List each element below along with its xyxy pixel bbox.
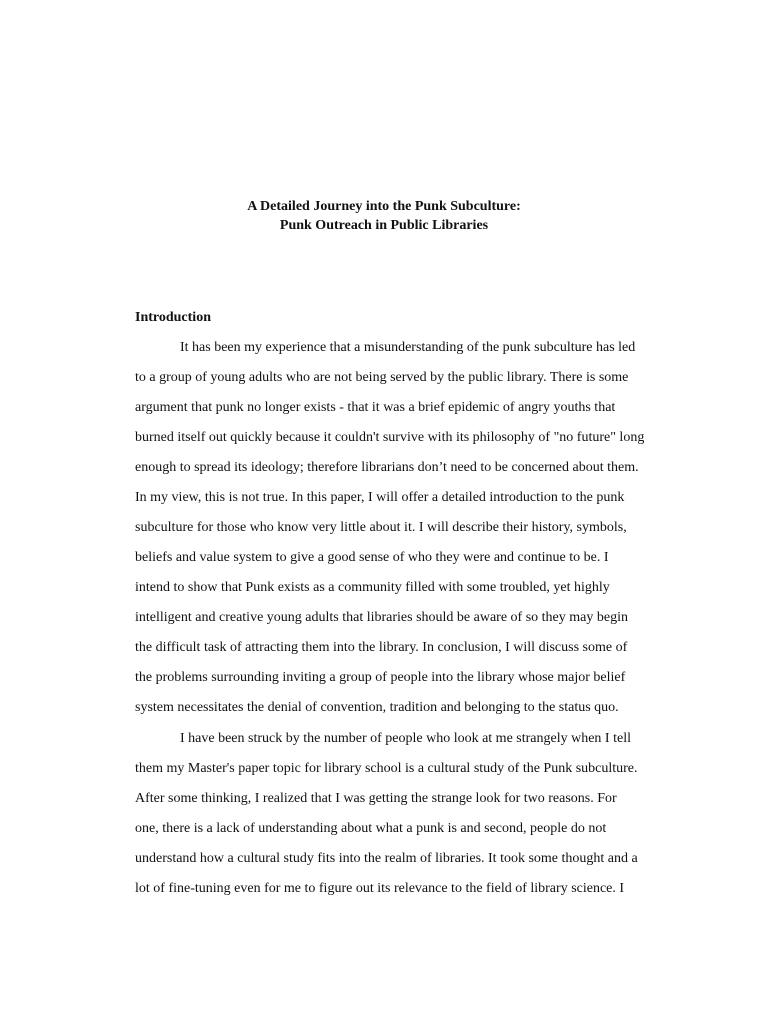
body-line-16: After some thinking, I realized that I was getting the strange look for two reasons. For — [135, 791, 617, 806]
body-line-15: them my Master's paper topic for library school is a cultural study of the Punk subculture. — [135, 761, 638, 776]
body-line-12: the problems surrounding inviting a group of people into the library whose major belief — [135, 670, 626, 685]
title-line-2: Punk Outreach in Public Libraries — [279, 218, 489, 233]
body-line-10: intelligent and creative young adults that libraries should be aware of so they may begin — [135, 610, 628, 625]
body-line-2: to a group of young adults who are not being served by the public library. There is some — [135, 370, 629, 385]
body-line-9: intend to show that Punk exists as a community filled with some troubled, yet highly — [135, 580, 610, 595]
body-line-5: enough to spread its ideology; therefore librarians don’t need to be concerned about them. — [135, 460, 639, 475]
body-line-3: argument that punk no longer exists - that it was a brief epidemic of angry youths that — [135, 400, 616, 415]
body-line-19: lot of fine-tuning even for me to figure out its relevance to the field of library science. I — [135, 881, 625, 896]
body-line-7: subculture for those who know very little about it. I will describe their history, symbols, — [135, 520, 627, 535]
body-line-13: system necessitates the denial of convention, tradition and belonging to the status quo. — [135, 700, 619, 715]
title-line-1: A Detailed Journey into the Punk Subculture: — [247, 199, 521, 214]
body-line-17: one, there is a lack of understanding about what a punk is and second, people do not — [135, 821, 607, 836]
section-heading: Introduction — [135, 310, 211, 325]
body-line-6: In my view, this is not true. In this paper, I will offer a detailed introduction to the punk — [135, 490, 625, 505]
body-line-8: beliefs and value system to give a good sense of who they were and continue to be. I — [135, 550, 609, 565]
body-line-18: understand how a cultural study fits into the realm of libraries. It took some thought and a — [135, 851, 638, 866]
body-line-4: burned itself out quickly because it couldn't survive with its philosophy of "no future" long — [135, 430, 645, 445]
paper-title — [0, 197, 768, 235]
body-line-14: I have been struck by the number of people who look at me strangely when I tell — [180, 731, 631, 746]
body-line-11: the difficult task of attracting them into the library. In conclusion, I will discuss some of — [135, 640, 628, 655]
body-line-1: It has been my experience that a misunderstanding of the punk subculture has led — [180, 340, 636, 355]
